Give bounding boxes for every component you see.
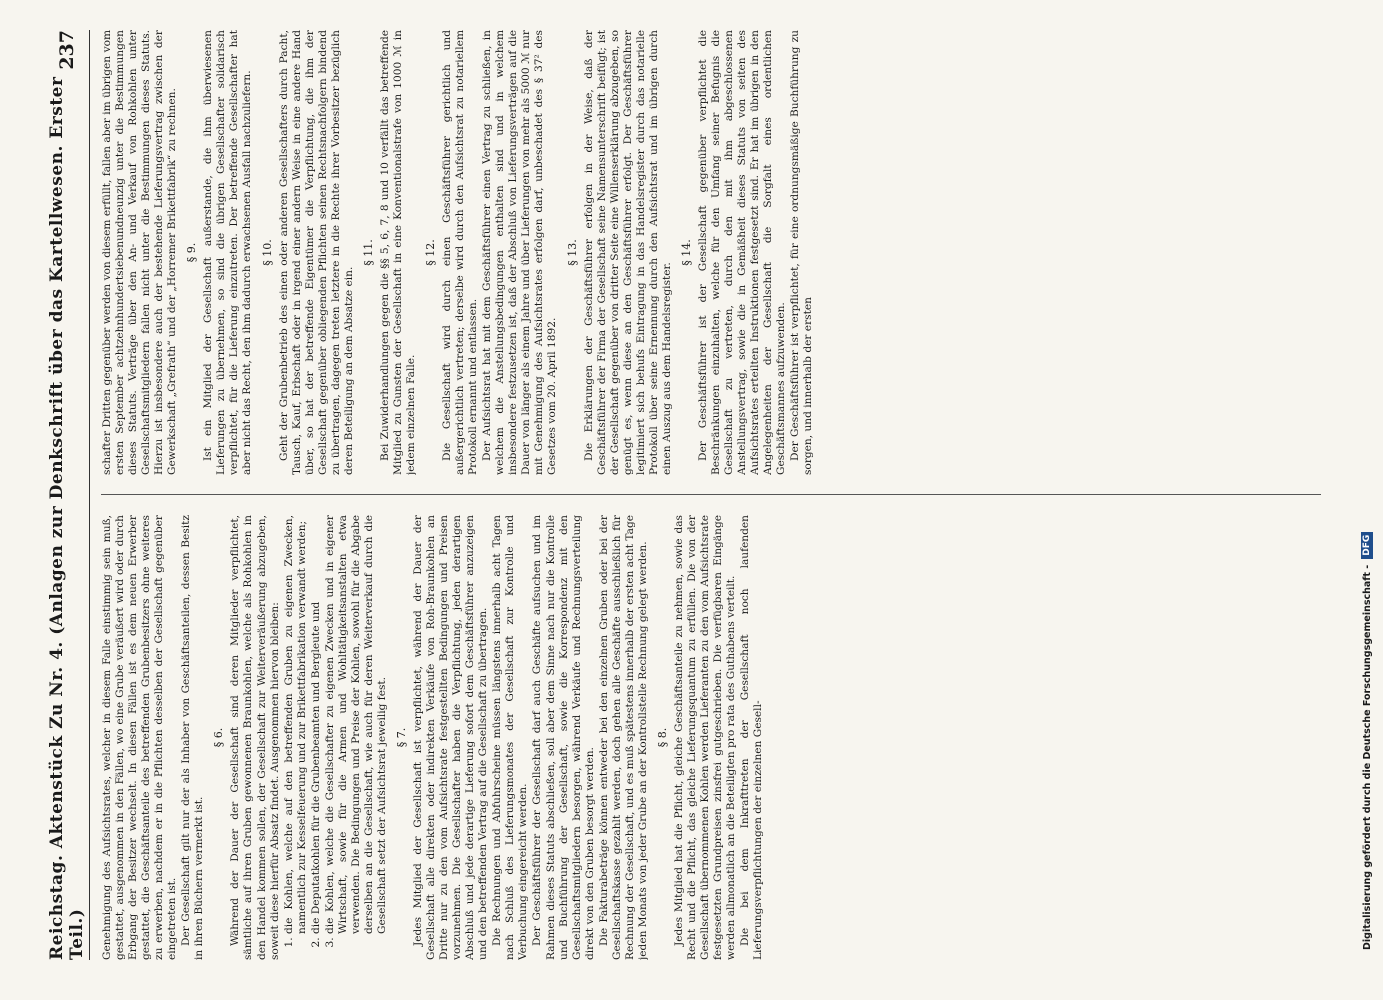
section-heading: § 6.	[212, 727, 226, 748]
paragraph: Der Geschäftsführer ist verpflichtet, für eine ordnungsmäßige Buchführung zu sorgen, und innerhalb der ersten	[789, 30, 815, 475]
paragraph: Die Rechnungen und Abfuhrscheine müssen längstens innerhalb acht Tagen nach Schluß des Lieferungsmonates der Gesellschaft zur Kontrolle und Verbuchung eingereicht werden.	[491, 515, 530, 960]
credit-text: Digitalisierung gefördert durch die Deutsche Forschungsgemeinschaft -	[1361, 564, 1373, 950]
paragraph: Ist ein Mitglied der Gesellschaft außerstande, die ihm überwiesenen Lieferungen zu übernehmen, so sind die übrigen Gesellschafter solidarisch verpflichtet, für die Lieferung einzutreten. Der betreffende Gesellschafter hat aber nicht das Recht, den ihm dadurch erwachsenen Ausfall nachzuliefern.	[202, 30, 254, 475]
section-heading: § 8.	[655, 727, 669, 748]
left-column	[101, 515, 1331, 960]
paragraph: Während der Dauer der Gesellschaft sind deren Mitglieder verpflichtet, sämtliche auf ihren Gruben gewonnenen Braunkohlen, welche als Rohkohlen in den Handel kommen sollen, der Gesellschaft zur Weiterveräußerung abzugeben, soweit diese hierfür Absatz findet. Ausgenommen hiervon bleiben:	[229, 515, 281, 960]
paragraph: schafter Dritten gegenüber werden von diesem erfüllt, fallen aber im übrigen vom ersten September achtzehnhundertsiebenundneunzig unter die Bestimmungen dieses Statuts. Verträge über den An- und Verkauf von Rohkohlen unter Gesellschaftsmitgliedern fallen nicht unter die Bestimmungen dieses Statuts. Hierzu ist insbesondere auch der bestehende Lieferungsvertrag zwischen der Gewerkschaft „Grefrath“ und der „Horremer Brikettfabrik“ zu rechnen.	[101, 30, 179, 475]
paragraph: Der Geschäftsführer der Gesellschaft darf auch Geschäfte aufsuchen und im Rahmen dieses Statuts abschließen, soll aber dem Sinne nach nur die Kontrolle und Buchführung der Gesellschaft, sowie die Korrespondenz mit den Gesellschaftsmitgliedern besorgen, während Verkäufe und Rechnungsverteilung direkt von den Gruben besorgt werden.	[531, 515, 596, 960]
paragraph: Der Aufsichtsrat hat mit dem Geschäftsführer einen Vertrag zu schließen, in welchem die Anstellungsbedingungen enthalten sind und in welchem insbesondere festzusetzen ist, daß der Abschluß von Lieferungsverträgen auf die Dauer von länger als einem Jahre und über Lieferungen von mehr als 5000 ℳ nur mit Genehmigung des Aufsichtsrates erfolgen darf, unbeschadet des § 37² des Gesetzes vom 20. April 1892.	[481, 30, 559, 475]
section-heading: § 13.	[565, 239, 579, 266]
running-title: Reichstag. Aktenstück Zu Nr. 4. (Anlagen zur Denkschrift über das Kartellwesen. Erster Teil.)	[47, 76, 87, 960]
digitization-credit	[1356, 30, 1378, 950]
paragraph: Die Erklärungen der Geschäftsführer erfolgen in der Weise, daß der Geschäftsführer der Firma der Gesellschaft seine Namensunterschrift beifügt; ist der Gesellschaft gegenüber von dritter Seite eine Willenserklärung abzugeben, so genügt es, wenn diese an den Geschäftsführer erfolgt. Der Geschäftsführer legitimiert sich behufs Eintragung in das Handelsregister durch das notarielle Protokoll über seine Ernennung durch den Aufsichtsrat und im übrigen durch einen Auszug aus dem Handelsregister.	[582, 30, 673, 475]
list-item: 3. die Kohlen, welche die Gesellschafter zu eigenen Zwecken und in eigener Wirtschaft, sowie für die Armen und Wohltätigkeitsanstalten etwa verwenden. Die Bedingungen und Preise der Kohlen, sowohl für die Abgabe derselben an die Gesellschaft, wie auch für deren Weiterverkauf durch die Gesellschaft setzt der Aufsichtsrat jeweilig fest.	[324, 515, 389, 934]
paragraph: Die bei dem Inkrafttreten der Gesellschaft noch laufenden Lieferungsverpflichtungen der einzelnen Gesell-	[739, 515, 765, 960]
exceptions-list	[283, 515, 389, 960]
paragraph: Die Fakturabeträge können entweder bei den einzelnen Gruben oder bei der Gesellschaftskasse gezahlt werden, doch gehen alle Geschäfte ausschließlich für Rechnung der Gesellschaft, und es muß spätestens innerhalb der ersten acht Tage jeden Monats von jeder Grube an der Kontrollstelle Rechnung gelegt werden.	[597, 515, 649, 960]
page-header	[45, 30, 90, 960]
dfg-logo: DFG	[1361, 532, 1373, 559]
section-heading: § 12.	[424, 239, 438, 266]
rotated-page-content	[45, 30, 1335, 960]
list-item: 2. die Deputatkohlen für die Grubenbeamten und Bergleute und	[310, 515, 323, 934]
section-heading: § 14.	[679, 239, 693, 266]
section-heading: § 9.	[185, 242, 199, 263]
section-heading: § 11.	[361, 239, 375, 266]
paragraph: Die Gesellschaft wird durch einen Geschäftsführer gerichtlich und außergerichtlich vertreten; derselbe wird durch den Aufsichtsrat zu notariellem Protokoll ernannt und entlassen.	[441, 30, 480, 475]
paragraph: Jedes Mitglied hat die Pflicht, gleiche Geschäftsanteile zu nehmen, sowie das Recht und die Pflicht, das gleiche Lieferungsquantum zu erfüllen. Die von der Gesellschaft übernommenen Kohlen werden Lieferanten zu den vom Aufsichtsrate festgesetzten Grundpreisen zinsfrei gutgeschrieben. Die verfügbaren Eingänge werden allmonatlich an die Beteiligten pro rata des Guthabens verteilt.	[672, 515, 738, 960]
paragraph: Jedes Mitglied der Gesellschaft ist verpflichtet, während der Dauer der Gesellschaft alle direkten oder indirekten Verkäufe von Roh-Braunkohlen an Dritte nur zu den vom Aufsichtsrate festgestellten Bedingungen und Preisen vorzunehmen. Die Gesellschafter haben die Verpflichtung, jeden derartigen Abschluß und jede derartige Lieferung sofort dem Geschäftsführer anzuzeigen und den betreffenden Vertrag auf die Gesellschaft zu übertragen.	[412, 515, 490, 960]
paragraph: Geht der Grubenbetrieb des einen oder anderen Gesellschafters durch Pacht, Tausch, Kauf, Erbschaft oder in irgend einer andern Weise in eine andere Hand über, so hat der betreffende Eigentümer die Verpflichtung, die ihm der Gesellschaft gegenüber obliegenden Pflichten seinen Rechtsnachfolgern bindend zu übertragen, dagegen treten letztere in die Rechte ihrer Vorbesitzer bezüglich deren Beteiligung an dem Absatze ein.	[277, 30, 355, 475]
paragraph: Der Geschäftsführer ist der Gesellschaft gegenüber verpflichtet die Beschränkungen einzuhalten, welche für den Umfang seiner Befugnis die Gesellschaft zu vertreten, durch den mit ihm abgeschlossenen Anstellungsvertrag, sowie die in Gemäßheit dieses Statuts von seiten des Aufsichtsrates erteilten Instruktionen festgesetzt sind. Er hat im übrigen in den Angelegenheiten der Gesellschaft die Sorgfalt eines ordentlichen Geschäftsmannes aufzuwenden.	[696, 30, 788, 475]
column-divider	[101, 494, 1321, 495]
paragraph: Bei Zuwiderhandlungen gegen die §§ 5, 6, 7, 8 und 10 verfällt das betreffende Mitglied zu Gunsten der Gesellschaft in eine Konventionalstrafe von 1000 ℳ in jedem einzelnen Falle.	[378, 30, 417, 475]
section-heading: § 7.	[394, 727, 408, 748]
page-number: 237	[56, 30, 78, 70]
list-item: 1. die Kohlen, welche auf den betreffenden Gruben zu eigenen Zwecken, namentlich zur Kesselfeuerung und zur Brikettfabrikation verwandt werden;	[283, 515, 309, 934]
paragraph: Genehmigung des Aufsichtsrates, welcher in diesem Falle einstimmig sein muß, gestattet, ausgenommen in den Fällen, wo eine Grube veräußert wird oder durch Erbgang der Besitzer wechselt. In diesen Fällen ist es dem neuen Erwerber gestattet, die Geschäftsanteile des betreffenden Grubenbesitzers ohne weiteres zu erwerben, nachdem er in die Pflichten desselben der Gesellschaft gegenüber eingetreten ist.	[101, 515, 179, 960]
right-column	[101, 30, 1331, 475]
section-heading: § 10.	[260, 239, 274, 266]
paragraph: Der Gesellschaft gilt nur der als Inhaber von Geschäftsanteilen, dessen Besitz in ihren Büchern vermerkt ist.	[180, 515, 206, 960]
